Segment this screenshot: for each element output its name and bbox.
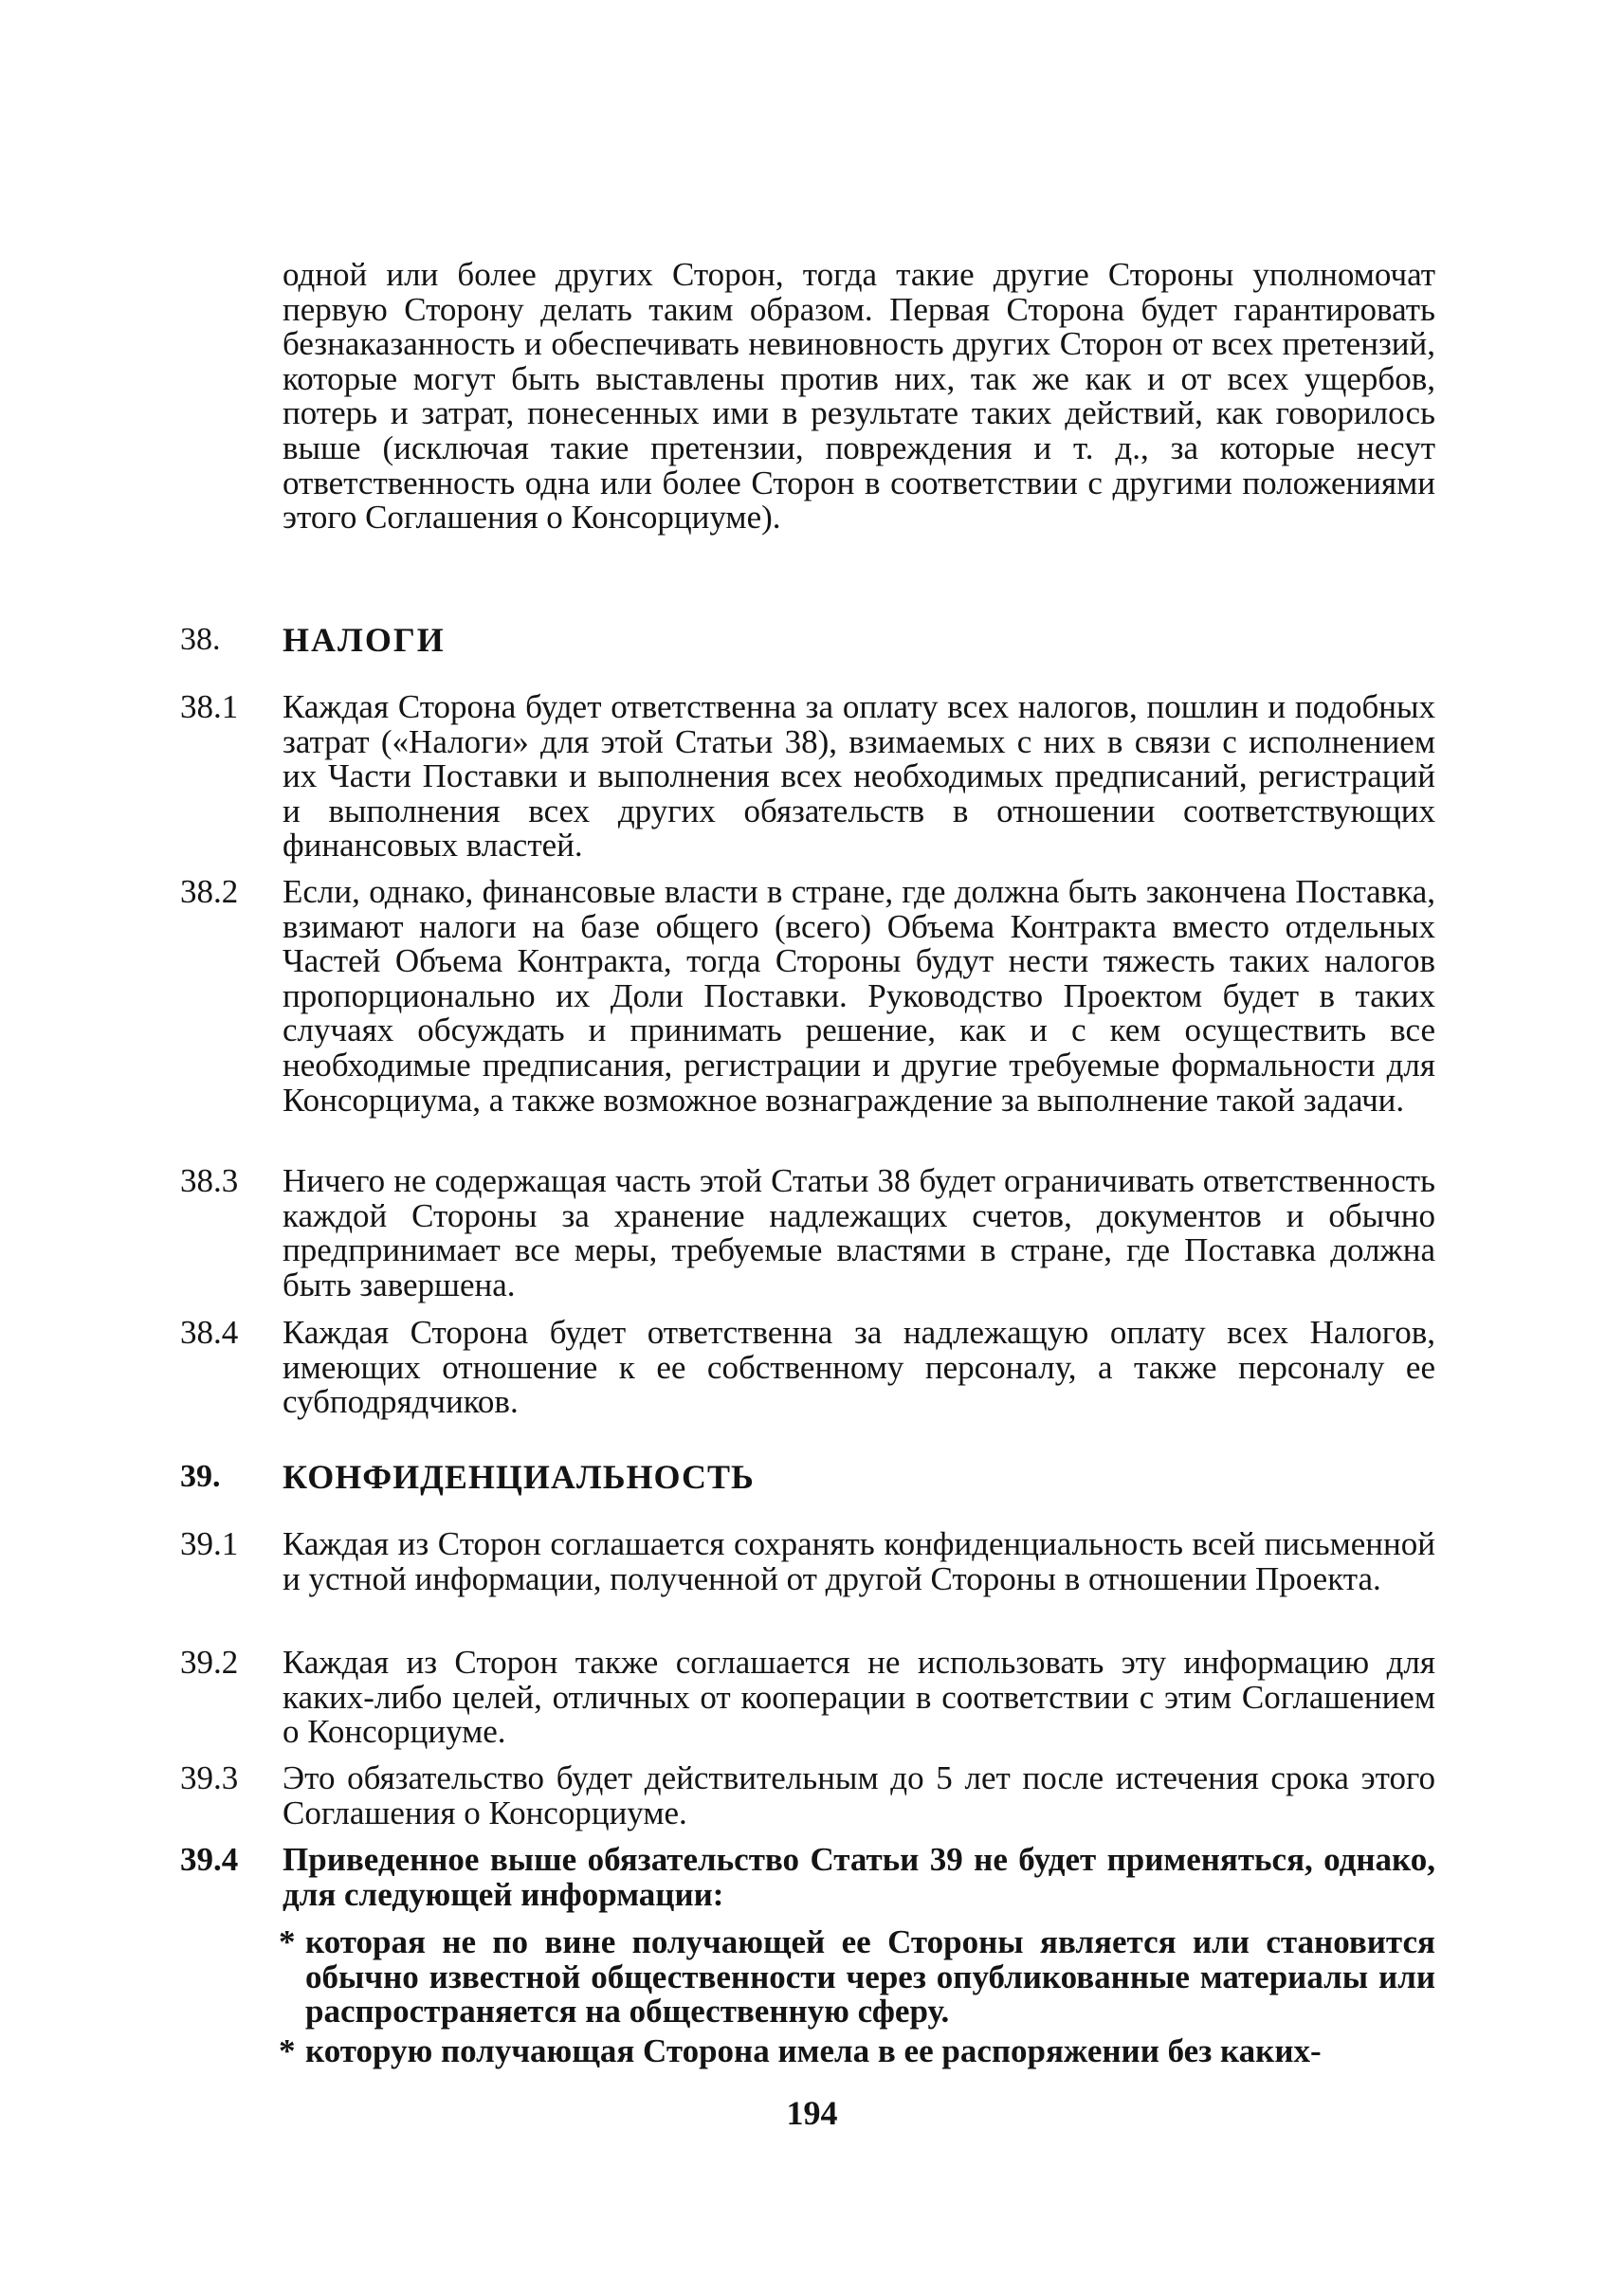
clause-38-3-number: 38.3 [180, 1162, 239, 1199]
clause-39-4-text: Приведенное выше обязательство Статьи 39 не будет применяться, однако, для следующей информации: [283, 1841, 1435, 1913]
clause-38-4-text: Каждая Сторона будет ответственна за надлежащую оплату всех Налогов, имеющих отношение к ее собственному персоналу, а также персоналу ее субподрядчиков. [283, 1314, 1435, 1421]
section-38-number: 38. [180, 622, 221, 657]
clause-38-3-text: Ничего не содержащая часть этой Статьи 38 будет ограничивать ответственность каждой Стороны за хранение надлежащих счетов, документов и обычно предпринимает все меры, требуемые властями в стране, где Поставка должна быть завершена. [283, 1162, 1435, 1303]
clause-39-2-number: 39.2 [180, 1644, 239, 1681]
page-number: 194 [786, 2094, 838, 2132]
bullet-marker: * [279, 2032, 296, 2069]
section-39-number: 39. [180, 1459, 221, 1494]
clause-38-1-text: Каждая Сторона будет ответственна за оплату всех налогов, пошлин и подобных затрат («Налоги» для этой Статьи 38), взимаемых с них в связи с исполнением их Части Поставки и выполнения всех необходимых предписаний, регистраций и выполнения всех других обязательств в отношении соответствующих финансовых властей. [283, 688, 1435, 865]
clause-38-4-number: 38.4 [180, 1314, 239, 1351]
bullet-item-1: которая не по вине получающей ее Стороны является или становится обычно известной общественности через опубликованные материалы или распространяется на общественную сферу. [305, 1923, 1435, 2031]
intro-paragraph: одной или более других Сторон, тогда такие другие Стороны уполномочат первую Сторону делать таким образом. Первая Сторона будет гарантировать безнаказанность и обеспечивать невиновность других Сторон от всех претензий, которые могут быть выставлены против них, так же как и от всех ущербов, потерь и затрат, понесенных ими в результате таких действий, как говорилось выше (исключая такие претензии, повреждения и т. д., за которые несут ответственность одна или более Сторон в соответствии с другими положениями этого Соглашения о Консорциуме). [283, 256, 1435, 537]
clause-39-1-number: 39.1 [180, 1525, 239, 1562]
bullet-item-2: которую получающая Сторона имела в ее распоряжении без каких- [305, 2032, 1322, 2069]
bullet-marker: * [279, 1923, 296, 1960]
clause-39-4-number: 39.4 [180, 1841, 239, 1878]
section-39-title: КОНФИДЕНЦИАЛЬНОСТЬ [283, 1458, 755, 1496]
clause-39-3-text: Это обязательство будет действительным до 5 лет после истечения срока этого Соглашения о Консорциуме. [283, 1759, 1435, 1831]
clause-39-2-text: Каждая из Сторон также соглашается не использовать эту информацию для каких-либо целей, отличных от кооперации в соответствии с этим Соглашением о Консорциуме. [283, 1644, 1435, 1751]
section-38-title: НАЛОГИ [283, 621, 446, 659]
clause-38-2-number: 38.2 [180, 873, 239, 910]
clause-38-1-number: 38.1 [180, 688, 239, 725]
clause-38-2-text: Если, однако, финансовые власти в стране, где должна быть закончена Поставка, взимают налоги на базе общего (всего) Объема Контракта вместо отдельных Частей Объема Контракта, тогда Стороны будут нести тяжесть таких налогов пропорционально их Доли Поставки. Руководство Проектом будет в таких случаях обсуждать и принимать решение, как и с кем осуществить все необходимые предписания, регистрации и другие требуемые формальности для Консорциума, а также возможное вознаграждение за выполнение такой задачи. [283, 873, 1435, 1119]
clause-39-3-number: 39.3 [180, 1759, 239, 1796]
clause-39-1-text: Каждая из Сторон соглашается сохранять конфиденциальность всей письменной и устной информации, полученной от другой Стороны в отношении Проекта. [283, 1525, 1435, 1597]
